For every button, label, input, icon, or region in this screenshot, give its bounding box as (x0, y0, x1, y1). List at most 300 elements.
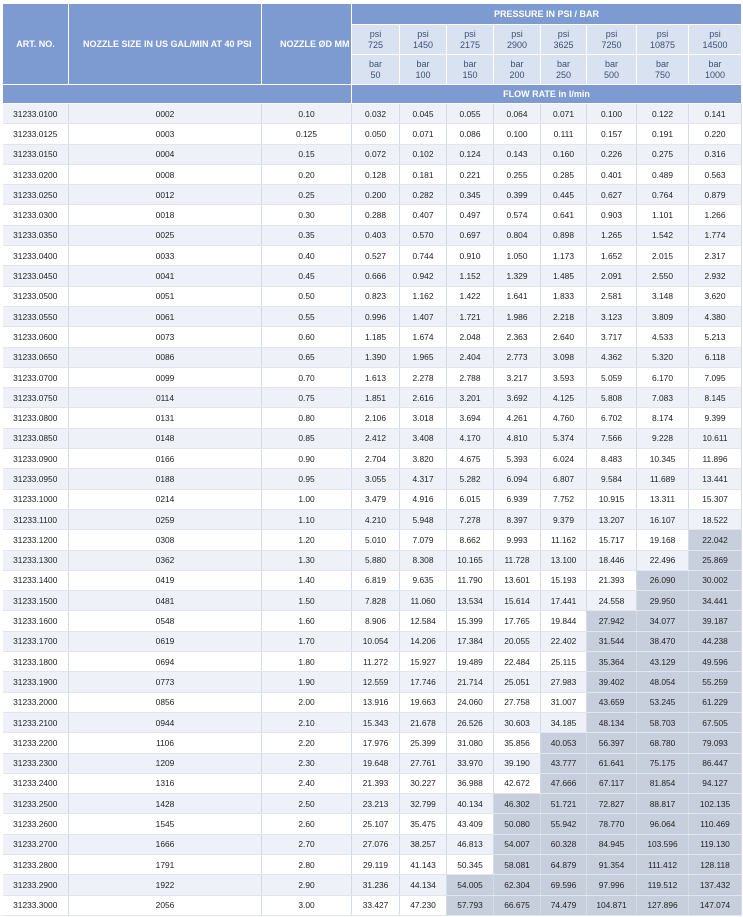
nozzle-size-cell: 0308 (69, 530, 262, 550)
flow-rate-cell: 48.134 (587, 712, 637, 732)
table-row (3, 327, 742, 347)
nozzle-size-cell: 1791 (69, 854, 262, 874)
bar-header-cell (689, 55, 742, 85)
flow-rate-cell: 2.015 (637, 246, 689, 266)
art-no-cell: 31233.0200 (3, 164, 69, 184)
nozzle-size-cell: 0619 (69, 631, 262, 651)
nozzle-diameter-cell: 0.90 (262, 449, 352, 469)
nozzle-diameter-cell: 0.95 (262, 469, 352, 489)
nozzle-diameter-header: NOZZLE ØD MM (262, 4, 352, 85)
flow-rate-cell: 3.620 (689, 286, 742, 306)
psi-unit: psi (656, 28, 669, 39)
flow-rate-cell: 1.407 (400, 306, 447, 326)
flow-rate-cell: 54.005 (447, 875, 494, 895)
flow-rate-cell: 1.652 (587, 246, 637, 266)
flow-rate-cell: 7.752 (541, 489, 587, 509)
table-row (3, 144, 742, 164)
flow-rate-cell: 10.915 (587, 489, 637, 509)
flow-rate-cell: 5.948 (400, 509, 447, 529)
bar-unit: bar (368, 58, 382, 69)
flow-rate-cell: 66.675 (494, 895, 541, 915)
flow-rate-cell: 1.485 (541, 266, 587, 286)
psi-header-cell (447, 25, 494, 55)
flow-rate-cell: 6.819 (352, 570, 400, 590)
flow-rate-cell: 0.574 (494, 205, 541, 225)
flow-rate-cell: 103.596 (637, 834, 689, 854)
flow-rate-cell: 110.469 (689, 814, 742, 834)
psi-header-cell (352, 25, 400, 55)
psi-value: 14500 (702, 39, 728, 50)
nozzle-diameter-cell: 2.40 (262, 773, 352, 793)
flow-rate-cell: 137.432 (689, 875, 742, 895)
table-row (3, 306, 742, 326)
flow-rate-cell: 17.765 (494, 611, 541, 631)
flow-rate-cell: 11.272 (352, 652, 400, 672)
nozzle-size-cell: 0018 (69, 205, 262, 225)
flow-rate-cell: 94.127 (689, 773, 742, 793)
flow-rate-cell: 3.717 (587, 327, 637, 347)
art-no-cell: 31233.2200 (3, 733, 69, 753)
flow-rate-cell: 58.703 (637, 712, 689, 732)
flow-rate-cell: 3.123 (587, 306, 637, 326)
flow-rate-cell: 61.229 (689, 692, 742, 712)
pressure-header: PRESSURE IN PSI / BAR (352, 4, 742, 25)
flow-rate-cell: 0.996 (352, 306, 400, 326)
flow-rate-cell: 0.910 (447, 246, 494, 266)
flow-rate-cell: 47.230 (400, 895, 447, 915)
flow-rate-cell: 27.758 (494, 692, 541, 712)
flow-rate-cell: 3.408 (400, 428, 447, 448)
flow-rate-cell: 0.086 (447, 124, 494, 144)
psi-header-cell (400, 25, 447, 55)
nozzle-diameter-cell: 0.40 (262, 246, 352, 266)
flow-rate-cell: 6.015 (447, 489, 494, 509)
flow-rate-cell: 4.362 (587, 347, 637, 367)
flow-rate-cell: 1.173 (541, 246, 587, 266)
flow-rate-cell: 128.118 (689, 854, 742, 874)
psi-value: 2900 (506, 39, 528, 50)
flow-rate-cell: 7.079 (400, 530, 447, 550)
flow-rate-cell: 6.094 (494, 469, 541, 489)
nozzle-size-cell: 0041 (69, 266, 262, 286)
table-row (3, 672, 742, 692)
flow-rate-cell: 1.851 (352, 388, 400, 408)
nozzle-size-cell: 0259 (69, 509, 262, 529)
nozzle-size-cell: 1922 (69, 875, 262, 895)
nozzle-size-header: NOZZLE SIZE IN US GAL/MIN AT 40 PSI (69, 4, 262, 85)
flow-rate-cell: 7.083 (637, 388, 689, 408)
flow-rate-cell: 3.694 (447, 408, 494, 428)
flow-rate-cell: 67.117 (587, 773, 637, 793)
flow-rate-cell: 5.213 (689, 327, 742, 347)
flow-rate-cell: 1.266 (689, 205, 742, 225)
flow-rate-cell: 32.799 (400, 794, 447, 814)
flow-rate-cell: 0.764 (637, 185, 689, 205)
nozzle-size-cell: 0481 (69, 591, 262, 611)
nozzle-diameter-cell: 0.55 (262, 306, 352, 326)
flow-rate-cell: 2.106 (352, 408, 400, 428)
flow-rate-cell: 39.402 (587, 672, 637, 692)
bar-unit: bar (510, 58, 524, 69)
flow-rate-cell: 5.393 (494, 449, 541, 469)
flow-rate-cell: 18.522 (689, 509, 742, 529)
art-no-cell: 31233.0350 (3, 225, 69, 245)
table-row (3, 408, 742, 428)
flow-rate-cell: 1.542 (637, 225, 689, 245)
art-no-cell: 31233.1400 (3, 570, 69, 590)
flow-rate-cell: 0.128 (352, 164, 400, 184)
flow-rate-cell: 0.064 (494, 104, 541, 124)
bar-unit: bar (655, 58, 669, 69)
table-row (3, 509, 742, 529)
flow-rate-cell: 11.896 (689, 449, 742, 469)
table-row (3, 652, 742, 672)
flow-rate-cell: 72.827 (587, 794, 637, 814)
flow-rate-cell: 4.675 (447, 449, 494, 469)
table-row (3, 611, 742, 631)
flow-rate-cell: 1.329 (494, 266, 541, 286)
table-row (3, 104, 742, 124)
bar-unit: bar (556, 58, 570, 69)
flow-rate-cell: 4.760 (541, 408, 587, 428)
table-row (3, 185, 742, 205)
flow-rate-cell: 50.080 (494, 814, 541, 834)
nozzle-diameter-cell: 0.20 (262, 164, 352, 184)
art-no-cell: 31233.0850 (3, 428, 69, 448)
nozzle-size-cell: 0004 (69, 144, 262, 164)
flow-rate-cell: 0.181 (400, 164, 447, 184)
flow-rate-cell: 3.692 (494, 388, 541, 408)
flow-rate-cell: 15.193 (541, 570, 587, 590)
flow-rate-cell: 31.007 (541, 692, 587, 712)
flow-rate-cell: 10.054 (352, 631, 400, 651)
flow-rate-cell: 0.903 (587, 205, 637, 225)
nozzle-diameter-cell: 0.15 (262, 144, 352, 164)
flow-rate-cell: 17.441 (541, 591, 587, 611)
flow-rate-cell: 0.804 (494, 225, 541, 245)
flow-rate-cell: 55.942 (541, 814, 587, 834)
flow-rate-cell: 0.879 (689, 185, 742, 205)
nozzle-size-cell: 0148 (69, 428, 262, 448)
flow-rate-cell: 7.095 (689, 367, 742, 387)
flow-rate-cell: 27.983 (541, 672, 587, 692)
bar-unit: bar (416, 58, 430, 69)
nozzle-size-cell: 0008 (69, 164, 262, 184)
art-no-cell: 31233.0950 (3, 469, 69, 489)
flow-rate-cell: 68.780 (637, 733, 689, 753)
flow-rate-cell: 34.077 (637, 611, 689, 631)
flow-rate-cell: 23.213 (352, 794, 400, 814)
flow-rate-cell: 102.135 (689, 794, 742, 814)
flow-rate-cell: 34.441 (689, 591, 742, 611)
nozzle-diameter-cell: 1.10 (262, 509, 352, 529)
flow-rate-cell: 62.304 (494, 875, 541, 895)
nozzle-diameter-cell: 1.00 (262, 489, 352, 509)
flow-rate-cell: 0.124 (447, 144, 494, 164)
flow-rate-cell: 88.817 (637, 794, 689, 814)
nozzle-diameter-cell: 0.35 (262, 225, 352, 245)
flow-rate-cell: 13.601 (494, 570, 541, 590)
art-no-cell: 31233.0300 (3, 205, 69, 225)
flow-rate-cell: 30.227 (400, 773, 447, 793)
flow-rate-cell: 1.674 (400, 327, 447, 347)
bar-value: 50 (370, 69, 381, 80)
flow-rate-cell: 6.702 (587, 408, 637, 428)
table-row (3, 246, 742, 266)
flow-rate-cell: 2.091 (587, 266, 637, 286)
nozzle-diameter-cell: 2.30 (262, 753, 352, 773)
flow-rate-cell: 1.265 (587, 225, 637, 245)
nozzle-size-cell: 0025 (69, 225, 262, 245)
flow-rate-cell: 0.744 (400, 246, 447, 266)
bar-header-cell (494, 55, 541, 85)
flow-rate-cell: 18.446 (587, 550, 637, 570)
flow-rate-cell: 39.190 (494, 753, 541, 773)
art-no-cell: 31233.0550 (3, 306, 69, 326)
flow-rate-cell: 15.399 (447, 611, 494, 631)
nozzle-diameter-cell: 2.70 (262, 834, 352, 854)
psi-value: 3625 (553, 39, 574, 50)
psi-unit: psi (709, 28, 721, 39)
flow-rate-cell: 15.927 (400, 652, 447, 672)
flow-rate-cell: 0.282 (400, 185, 447, 205)
flow-rate-cell: 5.808 (587, 388, 637, 408)
flow-rate-cell: 0.445 (541, 185, 587, 205)
flow-rate-cell: 1.721 (447, 306, 494, 326)
flow-rate-cell: 55.259 (689, 672, 742, 692)
nozzle-diameter-cell: 1.80 (262, 652, 352, 672)
flow-rate-cell: 3.098 (541, 347, 587, 367)
flow-rate-cell: 20.055 (494, 631, 541, 651)
table-row (3, 428, 742, 448)
flow-rate-cell: 29.950 (637, 591, 689, 611)
psi-unit: psi (605, 28, 618, 39)
nozzle-size-cell: 1545 (69, 814, 262, 834)
art-no-cell: 31233.0800 (3, 408, 69, 428)
flow-rate-cell: 78.770 (587, 814, 637, 834)
flow-rate-cell: 50.345 (447, 854, 494, 874)
flow-rate-cell: 22.402 (541, 631, 587, 651)
flow-rate-cell: 16.107 (637, 509, 689, 529)
flow-rate-cell: 31.544 (587, 631, 637, 651)
flow-rate-cell: 40.134 (447, 794, 494, 814)
flow-rate-cell: 38.257 (400, 834, 447, 854)
nozzle-diameter-cell: 1.60 (262, 611, 352, 631)
flow-rate-cell: 8.308 (400, 550, 447, 570)
nozzle-size-cell: 0856 (69, 692, 262, 712)
flow-rate-cell: 34.185 (541, 712, 587, 732)
flow-rate-cell: 10.345 (637, 449, 689, 469)
flow-rate-cell: 3.479 (352, 489, 400, 509)
nozzle-size-cell: 0033 (69, 246, 262, 266)
flow-rate-cell: 9.993 (494, 530, 541, 550)
flow-rate-cell: 0.050 (352, 124, 400, 144)
flow-rate-cell: 0.399 (494, 185, 541, 205)
flow-rate-cell: 4.317 (400, 469, 447, 489)
flow-rate-cell: 25.115 (541, 652, 587, 672)
bar-unit: bar (604, 58, 618, 69)
nozzle-diameter-cell: 0.85 (262, 428, 352, 448)
flow-rate-cell: 0.527 (352, 246, 400, 266)
nozzle-size-cell: 1209 (69, 753, 262, 773)
bar-value: 1000 (705, 69, 726, 80)
art-no-cell: 31233.1900 (3, 672, 69, 692)
table-row (3, 124, 742, 144)
nozzle-diameter-cell: 0.60 (262, 327, 352, 347)
flow-rate-cell: 2.048 (447, 327, 494, 347)
table-row (3, 773, 742, 793)
flow-rate-cell: 3.809 (637, 306, 689, 326)
flow-rate-cell: 27.076 (352, 834, 400, 854)
nozzle-size-cell: 0003 (69, 124, 262, 144)
art-no-cell: 31233.0900 (3, 449, 69, 469)
nozzle-diameter-cell: 1.40 (262, 570, 352, 590)
flow-rate-cell: 46.813 (447, 834, 494, 854)
flow-rate-cell: 1.422 (447, 286, 494, 306)
table-row (3, 854, 742, 874)
art-no-cell: 31233.0250 (3, 185, 69, 205)
art-no-cell: 31233.2600 (3, 814, 69, 834)
flow-rate-cell: 19.168 (637, 530, 689, 550)
flow-rate-cell: 21.714 (447, 672, 494, 692)
flow-rate-cell: 17.746 (400, 672, 447, 692)
flow-rate-cell: 96.064 (637, 814, 689, 834)
psi-header-cell (541, 25, 587, 55)
flow-rate-cell: 5.374 (541, 428, 587, 448)
flow-rate-cell: 147.074 (689, 895, 742, 915)
nozzle-diameter-cell: 3.00 (262, 895, 352, 915)
table-row (3, 570, 742, 590)
flow-rate-cell: 4.210 (352, 509, 400, 529)
flow-rate-cell: 0.823 (352, 286, 400, 306)
flow-rate-cell: 2.616 (400, 388, 447, 408)
flow-rate-cell: 127.896 (637, 895, 689, 915)
nozzle-diameter-cell: 2.10 (262, 712, 352, 732)
art-no-cell: 31233.0400 (3, 246, 69, 266)
table-row (3, 225, 742, 245)
flow-rate-cell: 84.945 (587, 834, 637, 854)
psi-header-cell (494, 25, 541, 55)
art-no-cell: 31233.2900 (3, 875, 69, 895)
art-no-cell: 31233.0450 (3, 266, 69, 286)
bar-value: 200 (509, 69, 525, 80)
art-no-cell: 31233.0100 (3, 104, 69, 124)
flow-rate-cell: 13.916 (352, 692, 400, 712)
flow-rate-cell: 40.053 (541, 733, 587, 753)
art-no-cell: 31233.0650 (3, 347, 69, 367)
bar-value: 150 (462, 69, 478, 80)
flow-rate-cell: 54.007 (494, 834, 541, 854)
flow-rate-cell: 9.228 (637, 428, 689, 448)
nozzle-size-cell: 1316 (69, 773, 262, 793)
flow-rate-cell: 2.788 (447, 367, 494, 387)
flow-rate-cell: 19.663 (400, 692, 447, 712)
flow-rate-cell: 12.559 (352, 672, 400, 692)
flow-rate-cell: 4.261 (494, 408, 541, 428)
table-row (3, 712, 742, 732)
flow-rate-cell: 61.641 (587, 753, 637, 773)
flow-rate-cell: 43.777 (541, 753, 587, 773)
flow-rate-cell: 69.596 (541, 875, 587, 895)
flow-rate-cell: 3.148 (637, 286, 689, 306)
flow-rate-cell: 0.666 (352, 266, 400, 286)
art-no-cell: 31233.1200 (3, 530, 69, 550)
flow-rate-cell: 35.856 (494, 733, 541, 753)
flow-rate-cell: 22.484 (494, 652, 541, 672)
flow-rate-cell: 10.611 (689, 428, 742, 448)
flow-rate-cell: 6.118 (689, 347, 742, 367)
flow-rate-cell: 3.593 (541, 367, 587, 387)
flow-rate-cell: 58.081 (494, 854, 541, 874)
nozzle-diameter-cell: 0.80 (262, 408, 352, 428)
nozzle-diameter-cell: 2.20 (262, 733, 352, 753)
flow-rate-cell: 22.042 (689, 530, 742, 550)
flow-rate-cell: 0.942 (400, 266, 447, 286)
flow-rate-cell: 19.489 (447, 652, 494, 672)
flow-rate-cell: 4.916 (400, 489, 447, 509)
flow-rate-cell: 0.157 (587, 124, 637, 144)
flow-rate-cell: 19.648 (352, 753, 400, 773)
flow-rate-cell: 15.614 (494, 591, 541, 611)
flow-rate-cell: 2.773 (494, 347, 541, 367)
flow-rate-cell: 4.125 (541, 388, 587, 408)
flow-rate-cell: 1.641 (494, 286, 541, 306)
art-no-cell: 31233.3000 (3, 895, 69, 915)
flow-rate-cell: 8.662 (447, 530, 494, 550)
flow-rate-cell: 0.055 (447, 104, 494, 124)
flow-rate-cell: 0.160 (541, 144, 587, 164)
flow-rate-cell: 24.060 (447, 692, 494, 712)
flow-rate-cell: 19.844 (541, 611, 587, 631)
flow-rate-cell: 29.119 (352, 854, 400, 874)
flow-rate-cell: 2.317 (689, 246, 742, 266)
flow-rate-cell: 1.986 (494, 306, 541, 326)
flow-rate-cell: 35.475 (400, 814, 447, 834)
art-no-cell: 31233.0750 (3, 388, 69, 408)
flow-rate-cell: 5.320 (637, 347, 689, 367)
flow-rate-cell: 6.807 (541, 469, 587, 489)
table-row (3, 469, 742, 489)
flow-rate-cell: 3.820 (400, 449, 447, 469)
flow-rate-cell: 13.534 (447, 591, 494, 611)
flow-rate-cell: 36.988 (447, 773, 494, 793)
nozzle-diameter-cell: 0.65 (262, 347, 352, 367)
nozzle-diameter-cell: 1.50 (262, 591, 352, 611)
table-row (3, 794, 742, 814)
psi-value: 725 (367, 39, 384, 50)
flow-rate-cell: 4.533 (637, 327, 689, 347)
flow-rate-cell: 17.976 (352, 733, 400, 753)
psi-header-cell (587, 25, 637, 55)
flow-rate-cell: 21.393 (587, 570, 637, 590)
nozzle-diameter-cell: 1.70 (262, 631, 352, 651)
flow-rate-cell: 64.879 (541, 854, 587, 874)
art-no-cell: 31233.0125 (3, 124, 69, 144)
flow-rate-cell: 2.412 (352, 428, 400, 448)
nozzle-size-cell: 0114 (69, 388, 262, 408)
nozzle-size-cell: 0944 (69, 712, 262, 732)
flow-rate-cell: 2.640 (541, 327, 587, 347)
flow-rate-cell: 8.483 (587, 449, 637, 469)
nozzle-diameter-cell: 0.25 (262, 185, 352, 205)
flow-rate-cell: 104.871 (587, 895, 637, 915)
flow-rate-table (2, 3, 742, 916)
bar-value: 500 (603, 69, 620, 80)
flow-rate-cell: 0.275 (637, 144, 689, 164)
nozzle-size-cell: 0051 (69, 286, 262, 306)
flow-rate-cell: 35.364 (587, 652, 637, 672)
art-no-cell: 31233.0600 (3, 327, 69, 347)
